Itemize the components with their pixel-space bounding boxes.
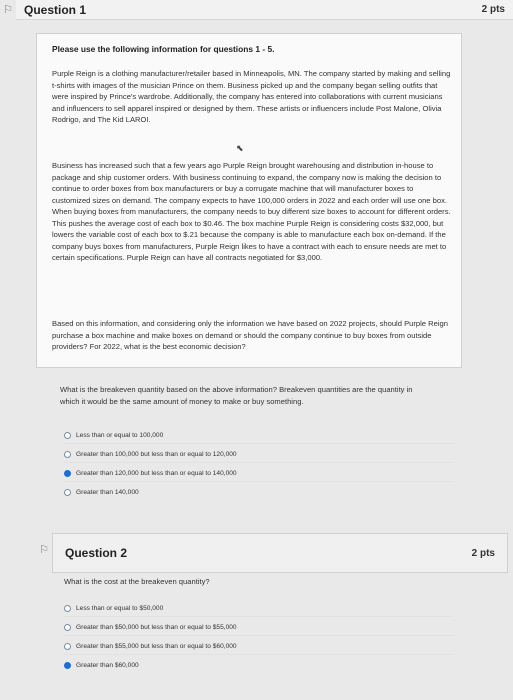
question-2-title: Question 2 bbox=[65, 546, 128, 560]
decision-prompt: Based on this information, and considering only the information we have based on 2022 projects, should Purple Reign purchase a box machine and make boxes on demand or should the company continue to buy boxes from outside providers? For 2022, what is the best economic decision? bbox=[52, 319, 448, 351]
question-2-points: 2 pts bbox=[471, 547, 495, 559]
q1-option-2[interactable] bbox=[64, 446, 454, 463]
question-1-title: Question 1 bbox=[24, 2, 87, 17]
cursor-icon: ⬉ bbox=[236, 143, 244, 153]
q1-option-2-label: Greater than 100,000 but less than or equal to 120,000 bbox=[76, 450, 237, 458]
q2-option-2[interactable] bbox=[64, 619, 454, 636]
q1-option-4-label: Greater than 140,000 bbox=[76, 488, 139, 496]
flag-question-2-icon[interactable]: ⚐ bbox=[39, 544, 49, 556]
question-1-points: 2 pts bbox=[481, 4, 505, 15]
q2-option-2-radio[interactable] bbox=[64, 624, 71, 631]
q1-option-3-label: Greater than 120,000 but less than or equal to 140,000 bbox=[76, 469, 237, 477]
q2-option-2-label: Greater than $50,000 but less than or equal to $55,000 bbox=[76, 623, 237, 631]
q1-option-1-radio[interactable] bbox=[64, 432, 71, 439]
intro-text: Please use the following information for questions 1 - 5. bbox=[52, 44, 275, 54]
q1-option-4-radio[interactable] bbox=[64, 489, 71, 496]
q2-option-1-label: Less than or equal to $50,000 bbox=[76, 604, 164, 612]
business-scenario: Business has increased such that a few years ago Purple Reign brought warehousing and distribution in-house to package and ship customer orders. With business continuing to expand, the company now is making the decision to continue to order boxes from box manufacturers or buy a corrugate machine that will manufacturer boxes to customized sizes on demand. The company expects to have 100,000 orders in 2022 and each order will use one box. When buying boxes from manufacturers, the company needs to buy different size boxes to account for different orders. This pushes the average cost of each box to $0.46. The box machine Purple Reign is considering costs $32,000, but lowers the variable cost of each box to $.21 because the company is able to manufacture each box on-demand. If the company buys boxes from manufacturers, Purple Reign likes to have a contract with each to ensure needs are met to certain specifications. Purple Reign can have all contracts negotiated for $3,000. bbox=[52, 161, 451, 262]
q1-option-1-label: Less than or equal to 100,000 bbox=[76, 431, 164, 439]
q1-option-1[interactable] bbox=[64, 427, 454, 444]
question-2-text: What is the cost at the breakeven quantity? bbox=[64, 577, 210, 586]
company-description: Purple Reign is a clothing manufacturer/retailer based in Minneapolis, MN. The company started by making and selling t-shirts with images of the musician Prince on them. Business picked up and the company began selling outfits that were inspired by Prince's wardrobe. Additionally, the company has entered into collaborations with current musicians and influencers to sell apparel inspired or designed by them. These artists or influencers include Post Malone, Olivia Rodrigo, and The Kid LAROI. bbox=[52, 69, 451, 124]
q1-option-2-radio[interactable] bbox=[64, 451, 71, 458]
question-1-header bbox=[16, 0, 513, 20]
q2-option-4-radio[interactable] bbox=[64, 662, 71, 669]
q2-option-1-radio[interactable] bbox=[64, 605, 71, 612]
flag-question-1-icon[interactable]: ⚐ bbox=[3, 4, 13, 16]
q2-option-3-label: Greater than $55,000 but less than or equal to $60,000 bbox=[76, 642, 237, 650]
q1-option-3[interactable] bbox=[64, 465, 454, 482]
q1-option-4[interactable] bbox=[64, 484, 454, 500]
q2-option-4[interactable] bbox=[64, 657, 454, 673]
question-1-text: What is the breakeven quantity based on the above information? Breakeven quantities are the quantity in which it would be the same amount of money to make or buy something. bbox=[60, 385, 413, 406]
question-2-header bbox=[52, 533, 508, 573]
q2-option-3-radio[interactable] bbox=[64, 643, 71, 650]
q2-option-4-label: Greater than $60,000 bbox=[76, 661, 139, 669]
q2-option-3[interactable] bbox=[64, 638, 454, 655]
q1-option-3-radio[interactable] bbox=[64, 470, 71, 477]
q2-option-1[interactable] bbox=[64, 600, 454, 617]
